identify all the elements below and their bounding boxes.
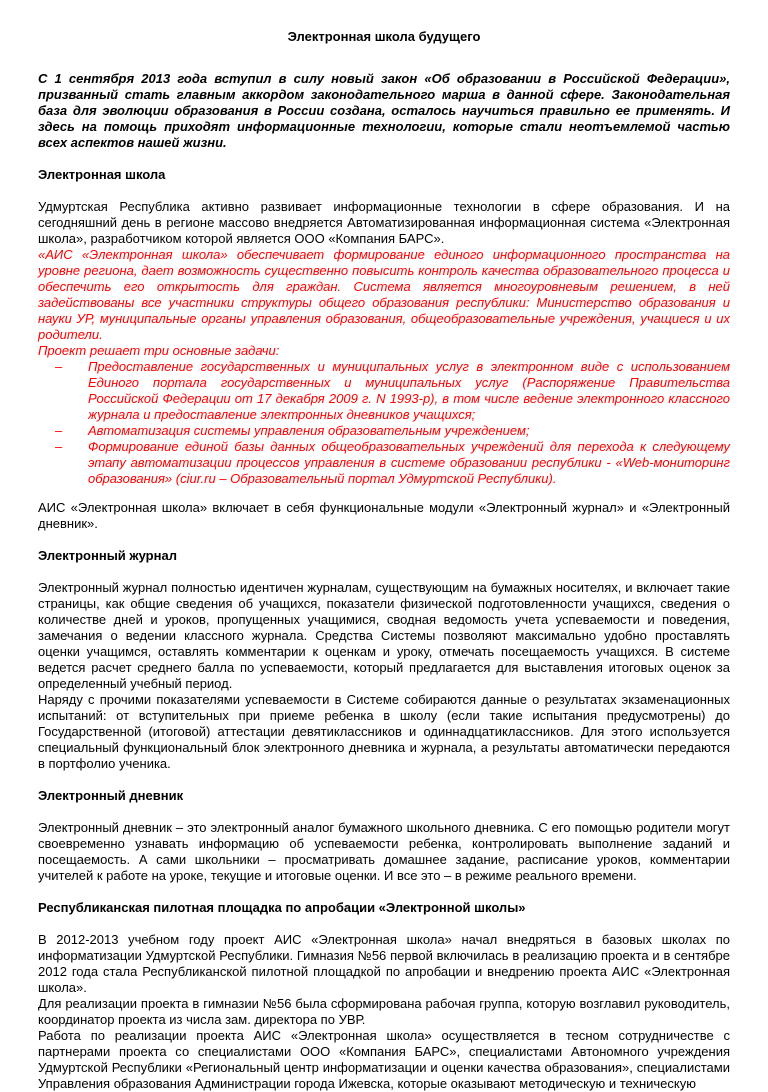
intro-paragraph: С 1 сентября 2013 года вступил в силу новый закон «Об образовании в Российской Федерации», призванный стать главным аккордом законодательного марша в данной сфере. Законодательная база для эволюции образования в России создана, осталось научиться правильно ее применять. И здесь на помощь приходят информационные технологии, которые стали неотъемлемой частью всех аспектов нашей жизни. <box>38 71 730 150</box>
section-heading-electronic-journal: Электронный журнал <box>38 548 177 563</box>
paragraph-journal-description: Электронный журнал полностью идентичен журналам, существующим на бумажных носителях, и включает такие страницы, как общие сведения об учащихся, показатели физической подготовленности учащихся, сведения о количестве дней и уроков, пропущенных учащимися, сводная ведомость учета успеваемости и поведения, замечания о ведении классного журнала. Средства Системы позволяют максимально удобно проставлять оценки учащимся, оставлять комментарии к оценкам и уроку, отмечать посещаемость учащихся. В системе ведется расчет среднего балла по успеваемости, который предлагается для выставления итоговых оценок за определенный учебный период. <box>38 580 730 691</box>
dash-bullet: – <box>55 359 63 374</box>
task-item <box>38 439 730 487</box>
task-text: Предоставление государственных и муниципальных услуг в электронном виде с использованием Единого портала государственных и муниципальных услуг (Распоряжение Правительства Российской Федерации от 17 декабря 2009 г. N 1993-р), в том числе ведение электронного классного журнала и предоставление электронных дневников учащихся; <box>88 359 730 422</box>
quote-system-description: «АИС «Электронная школа» обеспечивает формирование единого информационного пространства на уровне региона, дает возможность существенно повысить контроль качества образовательного процесса и обеспечить его открытость для граждан. Система является многоуровневым решением, в ней задействованы все участники структуры общего образования республики: Министерство образования и науки УР, муниципальные органы управления образования, общеобразовательные учреждения, учащиеся и их родители. <box>38 247 730 342</box>
document-title: Электронная школа будущего <box>287 29 481 44</box>
dash-bullet: – <box>55 423 63 438</box>
task-item <box>38 359 730 423</box>
task-text: Формирование единой базы данных общеобразовательных учреждений для перехода к следующему этапу автоматизации процессов управления в системе образовании республики - «Web-мониторинг образования» (ciur.ru – Образовательный портал Удмуртской Республики). <box>88 439 730 486</box>
paragraph-ais-modules: АИС «Электронная школа» включает в себя функциональные модули «Электронный журнал» и «Электронный дневник». <box>38 500 730 531</box>
section-heading-electronic-school: Электронная школа <box>38 167 166 182</box>
paragraph-diary-description: Электронный дневник – это электронный аналог бумажного школьного дневника. С его помощью родители могут своевременно узнавать информацию об успеваемости ребенка, контролировать выполнение заданий и посещаемость. А сами школьники – просматривать домашнее задание, расписание уроков, комментарии учителей к работе на уроке, текущие и итоговые оценки. И все это – в режиме реального времени. <box>38 820 730 883</box>
paragraph-partners: Работа по реализации проекта АИС «Электронная школа» осуществляется в тесном сотрудничестве с партнерами проекта со специалистами ООО «Компания БАРС», специалистами Автономного учреждения Удмуртской Республики «Региональный центр информатизации и оценки качества образования», специалистами Управления образования Администрации города Ижевска, которые оказывают методическую и техническую <box>38 1028 730 1091</box>
dash-bullet: – <box>55 439 63 454</box>
paragraph-working-group: Для реализации проекта в гимназии №56 была сформирована рабочая группа, которую возглавил руководитель, координатор проекта из числа зам. директора по УВР. <box>38 996 730 1027</box>
paragraph-exam-results: Наряду с прочими показателями успеваемости в Системе собираются данные о результатах экзаменационных испытаний: от вступительных при приеме ребенка в школу (если такие испытания предусмотрены) до Государственной (итоговой) аттестации девятиклассников и одиннадцатиклассников. Для этого используется специальный функциональный блок электронного дневника и журнала, а результаты автоматически передаются в портфолио ученика. <box>38 692 730 771</box>
paragraph-pilot-intro: В 2012-2013 учебном году проект АИС «Электронная школа» начал внедряться в базовых школах по информатизации Удмуртской Республики. Гимназия №56 первой включилась в реализацию проекта и в сентябре 2012 года стала Республиканской пилотной площадкой по апробации и внедрению проекта АИС «Электронная школа». <box>38 932 730 995</box>
section-heading-electronic-diary: Электронный дневник <box>38 788 184 803</box>
paragraph-project-tasks-lead: Проект решает три основные задачи: <box>38 343 280 358</box>
paragraph-region-overview: Удмуртская Республика активно развивает информационные технологии в сфере образования. И на сегодняшний день в регионе массово внедряется Автоматизированная информационная система «Электронная школа», разработчиком которой является ООО «Компания БАРС». <box>38 199 730 246</box>
section-heading-pilot-site: Республиканская пилотная площадка по апробации «Электронной школы» <box>38 900 526 915</box>
task-item <box>38 423 730 439</box>
task-text: Автоматизация системы управления образовательным учреждением; <box>88 423 530 438</box>
tasks-list <box>38 359 730 487</box>
